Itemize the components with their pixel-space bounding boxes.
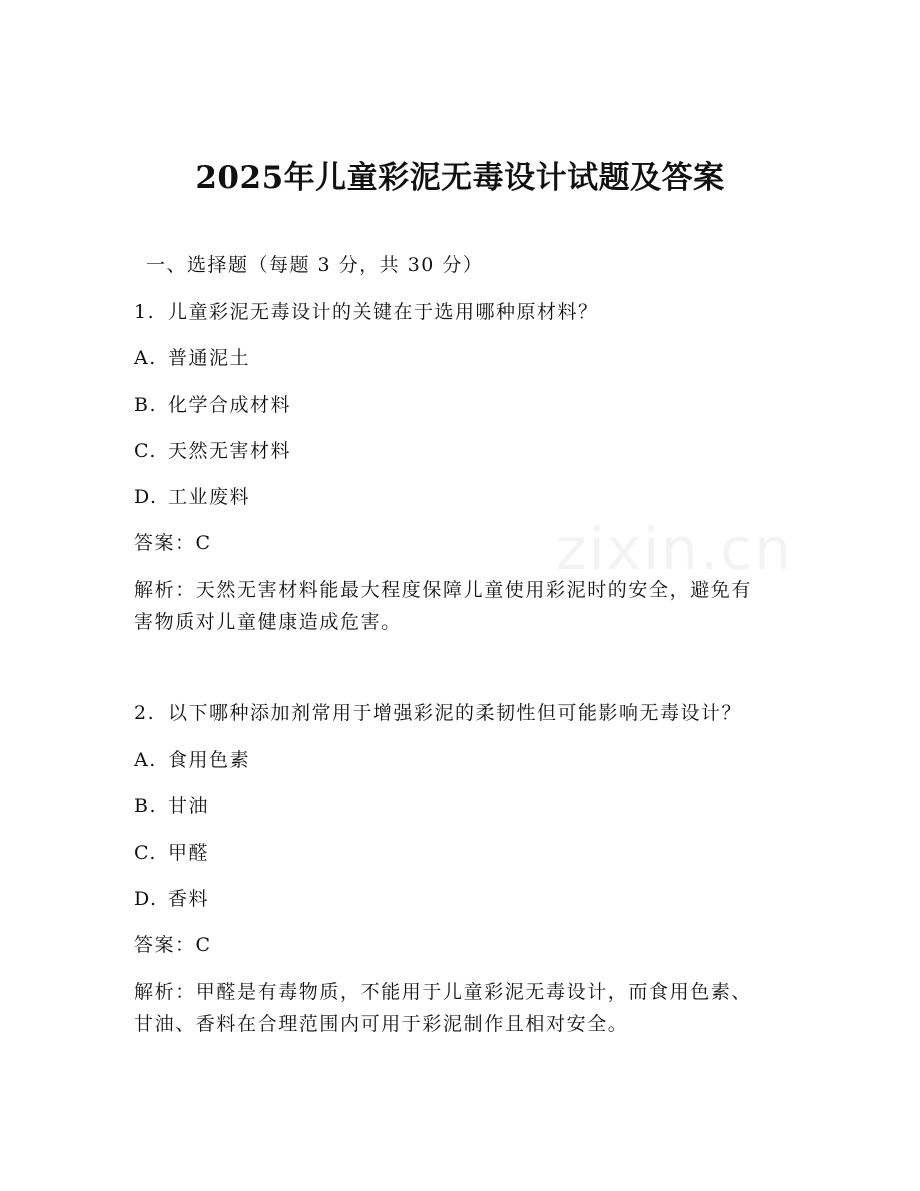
question-number: 1. xyxy=(134,301,156,323)
watermark xyxy=(556,515,793,583)
option-a xyxy=(134,343,250,373)
option-letter: D. xyxy=(134,486,158,508)
option-letter: D. xyxy=(134,888,158,910)
question-2 xyxy=(134,698,742,728)
answer: 答案：C xyxy=(134,532,212,554)
question-text: 儿童彩泥无毒设计的关键在于选用哪种原材料？ xyxy=(168,301,599,323)
explanation-line: 解析：甲醛是有毒物质，不能用于儿童彩泥无毒设计，而食用色素、 xyxy=(134,981,753,1003)
question-1 xyxy=(134,297,599,327)
section-heading: 一、选择题（每题 3 分，共 30 分） xyxy=(146,254,484,276)
option-text: 食用色素 xyxy=(168,749,251,771)
option-a xyxy=(134,745,250,775)
option-d xyxy=(134,482,250,512)
option-letter: B. xyxy=(134,394,158,416)
option-c xyxy=(134,436,291,466)
option-text: 香料 xyxy=(168,888,210,910)
answer: 答案：C xyxy=(134,934,212,956)
option-letter: C. xyxy=(134,440,157,462)
explanation-line: 甘油、香料在合理范围内可用于彩泥制作且相对安全。 xyxy=(134,1013,629,1035)
explanation xyxy=(134,574,774,638)
option-text: 化学合成材料 xyxy=(168,394,292,416)
option-text: 甘油 xyxy=(168,795,210,817)
option-text: 工业废料 xyxy=(168,486,251,508)
question-number: 2. xyxy=(134,702,156,724)
document-title: 2025年儿童彩泥无毒设计试题及答案 xyxy=(195,160,725,196)
option-letter: A. xyxy=(134,749,157,771)
option-text: 甲醛 xyxy=(168,842,210,864)
explanation-line: 害物质对儿童健康造成危害。 xyxy=(134,611,402,633)
option-letter: B. xyxy=(134,795,158,817)
option-c xyxy=(134,838,209,868)
option-d xyxy=(134,884,209,914)
explanation xyxy=(134,976,774,1040)
option-letter: A. xyxy=(134,347,157,369)
question-text: 以下哪种添加剂常用于增强彩泥的柔韧性但可能影响无毒设计？ xyxy=(168,702,743,724)
option-text: 普通泥土 xyxy=(168,347,251,369)
option-b xyxy=(134,390,291,420)
option-text: 天然无害材料 xyxy=(168,440,292,462)
explanation-line: 解析：天然无害材料能最大程度保障儿童使用彩泥时的安全，避免有 xyxy=(134,579,753,601)
option-letter: C. xyxy=(134,842,157,864)
option-b xyxy=(134,791,209,821)
